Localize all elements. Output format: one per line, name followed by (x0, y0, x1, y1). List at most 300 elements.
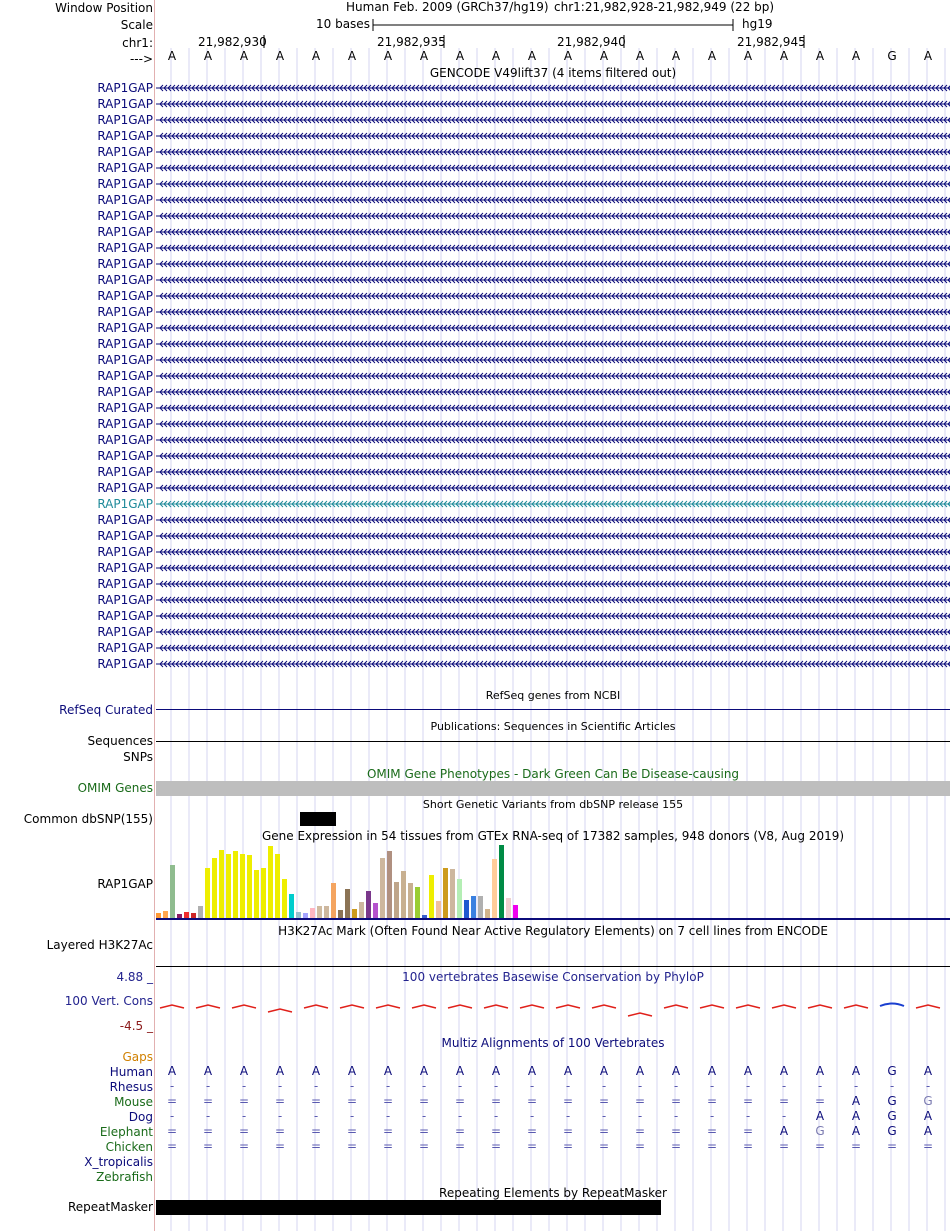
phylop-base-score (520, 1005, 544, 1008)
gencode-row-label[interactable]: RAP1GAP (97, 577, 153, 591)
multiz-base: = (634, 1094, 646, 1108)
multiz-base: - (493, 1109, 499, 1123)
multiz-base: = (382, 1139, 394, 1153)
gencode-row-label[interactable]: RAP1GAP (97, 369, 153, 383)
multiz-species-label[interactable]: Rhesus (109, 1080, 153, 1094)
gtex-tissue-bar[interactable] (177, 914, 182, 918)
multiz-base: = (706, 1139, 718, 1153)
multiz-track-title[interactable]: Multiz Alignments of 100 Vertebrates (441, 1036, 665, 1050)
multiz-base: - (745, 1079, 751, 1093)
multiz-base: = (310, 1139, 322, 1153)
multiz-base: = (490, 1139, 502, 1153)
h3k27ac-label[interactable]: Layered H3K27Ac (46, 938, 153, 952)
gencode-transcript[interactable] (156, 305, 950, 319)
multiz-base: - (349, 1079, 355, 1093)
db-label: hg19 (742, 17, 773, 31)
assembly-name: Human Feb. 2009 (GRCh37/hg19) (346, 0, 549, 14)
gtex-tissue-bar[interactable] (422, 915, 427, 918)
dbsnp-track-title[interactable]: Short Genetic Variants from dbSNP release 155 (422, 798, 684, 811)
sequence-base: A (491, 49, 501, 63)
gencode-row-label[interactable]: RAP1GAP (97, 209, 153, 223)
gencode-transcript[interactable] (156, 209, 950, 223)
phylop-base-score (268, 1009, 292, 1012)
gtex-tissue-bar[interactable] (373, 903, 378, 918)
multiz-base: - (241, 1109, 247, 1123)
multiz-base: G (887, 1094, 897, 1108)
multiz-base: = (310, 1094, 322, 1108)
gencode-transcript[interactable] (156, 449, 950, 463)
gencode-row-label[interactable]: RAP1GAP (97, 529, 153, 543)
gtex-tissue-bar[interactable] (233, 851, 238, 918)
multiz-base: = (418, 1139, 430, 1153)
gtex-tissue-bar[interactable] (324, 906, 329, 918)
sequences-label[interactable]: Sequences (87, 734, 153, 748)
phylop-chart[interactable] (156, 998, 950, 1026)
coord-tick-marks (0, 34, 950, 50)
gencode-transcript[interactable] (156, 289, 950, 303)
gtex-tissue-bar[interactable] (338, 910, 343, 918)
gencode-row-label[interactable]: RAP1GAP (97, 401, 153, 415)
multiz-base: - (601, 1109, 607, 1123)
phylop-base-score (196, 1005, 220, 1008)
multiz-base: = (814, 1139, 826, 1153)
multiz-base: A (923, 1109, 933, 1123)
gencode-transcript[interactable] (156, 81, 950, 95)
phylop-base-score (304, 1005, 328, 1008)
multiz-base: = (490, 1124, 502, 1138)
refseq-line (156, 709, 950, 710)
phylop-base-score (592, 1005, 616, 1008)
gencode-row-label[interactable]: RAP1GAP (97, 273, 153, 287)
gencode-transcript[interactable] (156, 561, 950, 575)
gencode-row-label[interactable]: RAP1GAP (97, 225, 153, 239)
multiz-base: - (853, 1079, 859, 1093)
gencode-row-label[interactable]: RAP1GAP (97, 305, 153, 319)
gtex-tissue-bar[interactable] (443, 868, 448, 918)
multiz-base: = (742, 1139, 754, 1153)
gencode-row-label[interactable]: RAP1GAP (97, 353, 153, 367)
repeatmasker-track-title[interactable]: Repeating Elements by RepeatMasker (439, 1186, 667, 1200)
gencode-row-label[interactable]: RAP1GAP (97, 513, 153, 527)
repeatmasker-label[interactable]: RepeatMasker (67, 1200, 153, 1214)
gencode-row-label[interactable]: RAP1GAP (97, 625, 153, 639)
gencode-transcript[interactable] (156, 113, 950, 127)
phylop-base-score (484, 1005, 508, 1008)
multiz-base: - (781, 1109, 787, 1123)
phylop-base-score (808, 1005, 832, 1008)
sequence-base: A (347, 49, 357, 63)
multiz-base: - (241, 1079, 247, 1093)
gencode-row-label[interactable]: RAP1GAP (97, 385, 153, 399)
gtex-tissue-bar[interactable] (261, 868, 266, 918)
gencode-row-label[interactable]: RAP1GAP (97, 113, 153, 127)
gencode-row-label[interactable]: RAP1GAP (97, 289, 153, 303)
multiz-base: = (454, 1139, 466, 1153)
phylop-base-score (556, 1005, 580, 1008)
multiz-base: - (313, 1079, 319, 1093)
gencode-transcript[interactable] (156, 161, 950, 175)
coord-tick-2: 21,982,935 (377, 35, 446, 49)
gencode-row-label[interactable]: RAP1GAP (97, 337, 153, 351)
phylop-base-score (736, 1005, 760, 1008)
gencode-row-label[interactable]: RAP1GAP (97, 177, 153, 191)
gencode-row-label[interactable]: RAP1GAP (97, 193, 153, 207)
multiz-base: - (457, 1079, 463, 1093)
gencode-row-label[interactable]: RAP1GAP (97, 465, 153, 479)
gtex-tissue-bar[interactable] (352, 909, 357, 918)
gtex-tissue-bar[interactable] (513, 905, 518, 918)
multiz-species-label[interactable]: X_tropicalis (84, 1155, 153, 1169)
gencode-transcript[interactable] (156, 321, 950, 335)
phylop-base-score (880, 1004, 904, 1007)
gtex-tissue-bar[interactable] (429, 875, 434, 918)
multiz-base: = (706, 1124, 718, 1138)
gtex-tissue-bar[interactable] (275, 854, 280, 918)
multiz-base: A (671, 1064, 681, 1078)
sequence-base: A (923, 49, 933, 63)
phylop-base-score (772, 1005, 796, 1008)
snps-label[interactable]: SNPs (123, 750, 153, 764)
gtex-tissue-bar[interactable] (478, 896, 483, 918)
gencode-transcript[interactable] (156, 593, 950, 607)
multiz-base: - (385, 1079, 391, 1093)
gencode-row-label[interactable]: RAP1GAP (97, 481, 153, 495)
dbsnp-variant[interactable] (300, 812, 336, 826)
sequence-base: A (527, 49, 537, 63)
gencode-transcript[interactable] (156, 129, 950, 143)
gencode-row-label[interactable]: RAP1GAP (97, 257, 153, 271)
multiz-base: = (742, 1094, 754, 1108)
gencode-transcript[interactable] (156, 513, 950, 527)
gaps-label[interactable]: Gaps (122, 1050, 153, 1064)
gencode-row-label[interactable]: RAP1GAP (97, 593, 153, 607)
gencode-transcript[interactable] (156, 529, 950, 543)
multiz-species-label[interactable]: Mouse (114, 1095, 153, 1109)
multiz-base: A (599, 1064, 609, 1078)
gencode-row-label[interactable]: RAP1GAP (97, 129, 153, 143)
multiz-base: = (166, 1139, 178, 1153)
gencode-transcript[interactable] (156, 417, 950, 431)
multiz-base: - (205, 1109, 211, 1123)
phylop-base-score (376, 1005, 400, 1008)
gtex-tissue-bar[interactable] (506, 898, 511, 918)
dbsnp-label[interactable]: Common dbSNP(155) (23, 812, 153, 826)
multiz-species-label[interactable]: Dog (128, 1110, 153, 1124)
gencode-row-label[interactable]: RAP1GAP (97, 561, 153, 575)
multiz-base: - (637, 1109, 643, 1123)
gencode-transcript[interactable] (156, 401, 950, 415)
gencode-transcript[interactable] (156, 577, 950, 591)
gtex-tissue-bar[interactable] (394, 882, 399, 918)
gtex-tissue-bar[interactable] (464, 900, 469, 918)
multiz-base: = (670, 1124, 682, 1138)
gencode-row-label[interactable]: RAP1GAP (97, 97, 153, 111)
multiz-base: - (277, 1109, 283, 1123)
gencode-transcript[interactable] (156, 257, 950, 271)
multiz-base: A (491, 1064, 501, 1078)
sequence-base: A (419, 49, 429, 63)
multiz-base: = (526, 1124, 538, 1138)
gtex-tissue-bar[interactable] (485, 909, 490, 918)
gencode-row-label[interactable]: RAP1GAP (97, 449, 153, 463)
gtex-tissue-bar[interactable] (184, 912, 189, 918)
multiz-base: = (274, 1124, 286, 1138)
gencode-transcript[interactable] (156, 273, 950, 287)
gtex-tissue-bar[interactable] (408, 883, 413, 918)
phylop-base-score (844, 1005, 868, 1008)
multiz-base: = (418, 1094, 430, 1108)
gtex-tissue-bar[interactable] (289, 894, 294, 918)
gencode-transcript[interactable] (156, 625, 950, 639)
multiz-base: - (781, 1079, 787, 1093)
sequence-base: A (383, 49, 393, 63)
gencode-row-label[interactable]: RAP1GAP (97, 497, 153, 511)
gencode-row-label[interactable]: RAP1GAP (97, 321, 153, 335)
gencode-transcript[interactable] (156, 545, 950, 559)
multiz-base: A (563, 1064, 573, 1078)
gencode-transcript[interactable] (156, 225, 950, 239)
gtex-tissue-bar[interactable] (296, 912, 301, 918)
gtex-tissue-bar[interactable] (247, 855, 252, 918)
multiz-species-label[interactable]: Human (109, 1065, 153, 1079)
multiz-base: G (887, 1064, 897, 1078)
multiz-base: A (383, 1064, 393, 1078)
gtex-tissue-bar[interactable] (268, 846, 273, 918)
gtex-tissue-bar[interactable] (212, 858, 217, 918)
gencode-row-label[interactable]: RAP1GAP (97, 81, 153, 95)
gtex-label[interactable]: RAP1GAP (97, 877, 153, 891)
multiz-base: A (923, 1124, 933, 1138)
sequence-base: G (887, 49, 897, 63)
multiz-base: A (167, 1064, 177, 1078)
gencode-transcript[interactable] (156, 193, 950, 207)
multiz-base: G (887, 1124, 897, 1138)
sequence-base: A (203, 49, 213, 63)
gtex-tissue-bar[interactable] (205, 868, 210, 918)
multiz-species-label[interactable]: Zebrafish (96, 1170, 153, 1184)
multiz-base: = (382, 1094, 394, 1108)
multiz-base: - (709, 1079, 715, 1093)
multiz-base: = (238, 1124, 250, 1138)
sequence-base: A (707, 49, 717, 63)
sequence-base: A (275, 49, 285, 63)
gencode-row-label[interactable]: RAP1GAP (97, 657, 153, 671)
gencode-transcript[interactable] (156, 385, 950, 399)
publications-track-title[interactable]: Publications: Sequences in Scientific Articles (430, 720, 676, 733)
multiz-base: A (815, 1109, 825, 1123)
gtex-tissue-bar[interactable] (401, 871, 406, 918)
sequence-base: A (563, 49, 573, 63)
gtex-tissue-bar[interactable] (345, 889, 350, 918)
gencode-row-label[interactable]: RAP1GAP (97, 145, 153, 159)
multiz-base: - (385, 1109, 391, 1123)
refseq-label[interactable]: RefSeq Curated (59, 703, 153, 717)
multiz-base: = (598, 1124, 610, 1138)
multiz-base: - (277, 1079, 283, 1093)
gtex-chart[interactable] (156, 843, 950, 921)
multiz-base: - (529, 1079, 535, 1093)
gencode-track-title[interactable]: GENCODE V49lift37 (4 items filtered out) (429, 66, 677, 80)
refseq-track-title[interactable]: RefSeq genes from NCBI (485, 689, 621, 702)
gencode-transcript[interactable] (156, 433, 950, 447)
gtex-tissue-bar[interactable] (492, 859, 497, 918)
chrom-label: chr1: (122, 36, 153, 50)
multiz-base: A (851, 1094, 861, 1108)
gtex-tissue-bar[interactable] (156, 913, 161, 918)
multiz-base: - (169, 1109, 175, 1123)
gtex-tissue-bar[interactable] (198, 906, 203, 918)
multiz-base: = (346, 1139, 358, 1153)
multiz-base: - (709, 1109, 715, 1123)
multiz-base: = (454, 1094, 466, 1108)
gencode-row-label[interactable]: RAP1GAP (97, 417, 153, 431)
gtex-tissue-bar[interactable] (226, 854, 231, 918)
gencode-transcript[interactable] (156, 97, 950, 111)
multiz-base: = (382, 1124, 394, 1138)
multiz-base: = (490, 1094, 502, 1108)
multiz-base: A (815, 1064, 825, 1078)
gencode-transcript[interactable] (156, 465, 950, 479)
gtex-tissue-bar[interactable] (499, 845, 504, 918)
repeatmasker-element[interactable] (156, 1200, 661, 1215)
multiz-base: = (202, 1139, 214, 1153)
gtex-tissue-bar[interactable] (436, 901, 441, 918)
gtex-tissue-bar[interactable] (163, 911, 168, 918)
gencode-transcript[interactable] (156, 177, 950, 191)
gtex-tissue-bar[interactable] (310, 908, 315, 918)
gtex-tissue-bar[interactable] (450, 869, 455, 918)
multiz-base: = (310, 1124, 322, 1138)
gtex-tissue-bar[interactable] (254, 870, 259, 918)
sequence-base: A (743, 49, 753, 63)
phylop-ymax: 4.88 _ (116, 970, 153, 984)
gtex-tissue-bar[interactable] (282, 879, 287, 918)
gtex-tissue-bar[interactable] (331, 883, 336, 918)
sequence-base: A (167, 49, 177, 63)
gencode-row-label[interactable]: RAP1GAP (97, 433, 153, 447)
multiz-base: A (455, 1064, 465, 1078)
gtex-tissue-bar[interactable] (415, 887, 420, 918)
multiz-base: = (670, 1139, 682, 1153)
multiz-base: = (742, 1124, 754, 1138)
phylop-base-score (664, 1005, 688, 1008)
multiz-base: A (527, 1064, 537, 1078)
publications-line (156, 741, 950, 742)
multiz-base: = (778, 1094, 790, 1108)
gencode-transcript[interactable] (156, 497, 950, 511)
multiz-base: = (562, 1139, 574, 1153)
omim-label[interactable]: OMIM Genes (77, 781, 153, 795)
sequence-base: A (311, 49, 321, 63)
omim-bar[interactable] (156, 781, 950, 796)
multiz-base: - (457, 1109, 463, 1123)
coord-tick-3: 21,982,940 (557, 35, 626, 49)
multiz-base: G (815, 1124, 825, 1138)
multiz-base: - (349, 1109, 355, 1123)
phylop-base-score (700, 1005, 724, 1008)
multiz-base: - (205, 1079, 211, 1093)
sequence-row (0, 49, 950, 65)
gtex-tissue-bar[interactable] (457, 879, 462, 918)
gtex-tissue-bar[interactable] (170, 865, 175, 918)
multiz-base: A (419, 1064, 429, 1078)
multiz-species-label[interactable]: Elephant (99, 1125, 153, 1139)
omim-track-title[interactable]: OMIM Gene Phenotypes - Dark Green Can Be Disease-causing (366, 767, 740, 781)
multiz-base: = (886, 1139, 898, 1153)
gencode-row-label[interactable]: RAP1GAP (97, 161, 153, 175)
h3k27ac-track-title[interactable]: H3K27Ac Mark (Often Found Near Active Regulatory Elements) on 7 cell lines from ENCODE (278, 924, 828, 938)
multiz-base: A (707, 1064, 717, 1078)
multiz-base: = (454, 1124, 466, 1138)
gencode-row-label[interactable]: RAP1GAP (97, 609, 153, 623)
multiz-base: = (814, 1094, 826, 1108)
coord-tick-4: 21,982,945 (737, 35, 806, 49)
multiz-base: = (346, 1094, 358, 1108)
gencode-row-label[interactable]: RAP1GAP (97, 241, 153, 255)
phylop-base-score (232, 1005, 256, 1008)
multiz-base: - (421, 1109, 427, 1123)
multiz-base: - (493, 1079, 499, 1093)
gencode-transcript[interactable] (156, 657, 950, 671)
gtex-tissue-bar[interactable] (303, 913, 308, 918)
label-gutter-divider (154, 0, 155, 1231)
gtex-tissue-bar[interactable] (359, 902, 364, 918)
scale-label: Scale (120, 18, 153, 32)
sequence-base: A (635, 49, 645, 63)
gencode-transcript[interactable] (156, 641, 950, 655)
gtex-tissue-bar[interactable] (471, 896, 476, 918)
gencode-transcript[interactable] (156, 369, 950, 383)
gtex-tissue-bar[interactable] (219, 850, 224, 918)
multiz-base: = (562, 1124, 574, 1138)
gencode-transcript[interactable] (156, 145, 950, 159)
gtex-tissue-bar[interactable] (240, 854, 245, 918)
gtex-tissue-bar[interactable] (366, 891, 371, 918)
multiz-base: - (637, 1079, 643, 1093)
gencode-transcript[interactable] (156, 337, 950, 351)
gencode-row-label[interactable]: RAP1GAP (97, 641, 153, 655)
multiz-base: A (635, 1064, 645, 1078)
multiz-base: - (925, 1079, 931, 1093)
multiz-base: = (706, 1094, 718, 1108)
phylop-track-title[interactable]: 100 vertebrates Basewise Conservation by PhyloP (402, 970, 704, 984)
multiz-base: - (565, 1079, 571, 1093)
gencode-row-label[interactable]: RAP1GAP (97, 545, 153, 559)
multiz-base: = (634, 1124, 646, 1138)
sequence-base: A (239, 49, 249, 63)
multiz-base: - (601, 1079, 607, 1093)
phylop-base-score (448, 1005, 472, 1008)
gencode-transcript[interactable] (156, 481, 950, 495)
gtex-track-title[interactable]: Gene Expression in 54 tissues from GTEx RNA-seq of 17382 samples, 948 donors (V8, Aug 2019) (261, 829, 845, 843)
multiz-base: A (851, 1124, 861, 1138)
multiz-base: = (922, 1139, 934, 1153)
multiz-species-label[interactable]: Chicken (105, 1140, 153, 1154)
multiz-base: = (238, 1094, 250, 1108)
phylop-label[interactable]: 100 Vert. Cons (64, 994, 153, 1008)
gencode-transcript[interactable] (156, 353, 950, 367)
position-readout[interactable]: chr1:21,982,928-21,982,949 (22 bp) (554, 0, 775, 14)
multiz-base: = (526, 1094, 538, 1108)
gtex-tissue-bar[interactable] (387, 851, 392, 918)
gtex-tissue-bar[interactable] (380, 858, 385, 918)
gtex-tissue-bar[interactable] (191, 913, 196, 918)
gtex-tissue-bar[interactable] (317, 906, 322, 918)
gencode-transcript[interactable] (156, 241, 950, 255)
gencode-transcript[interactable] (156, 609, 950, 623)
phylop-base-score (160, 1005, 184, 1008)
multiz-base: = (202, 1094, 214, 1108)
